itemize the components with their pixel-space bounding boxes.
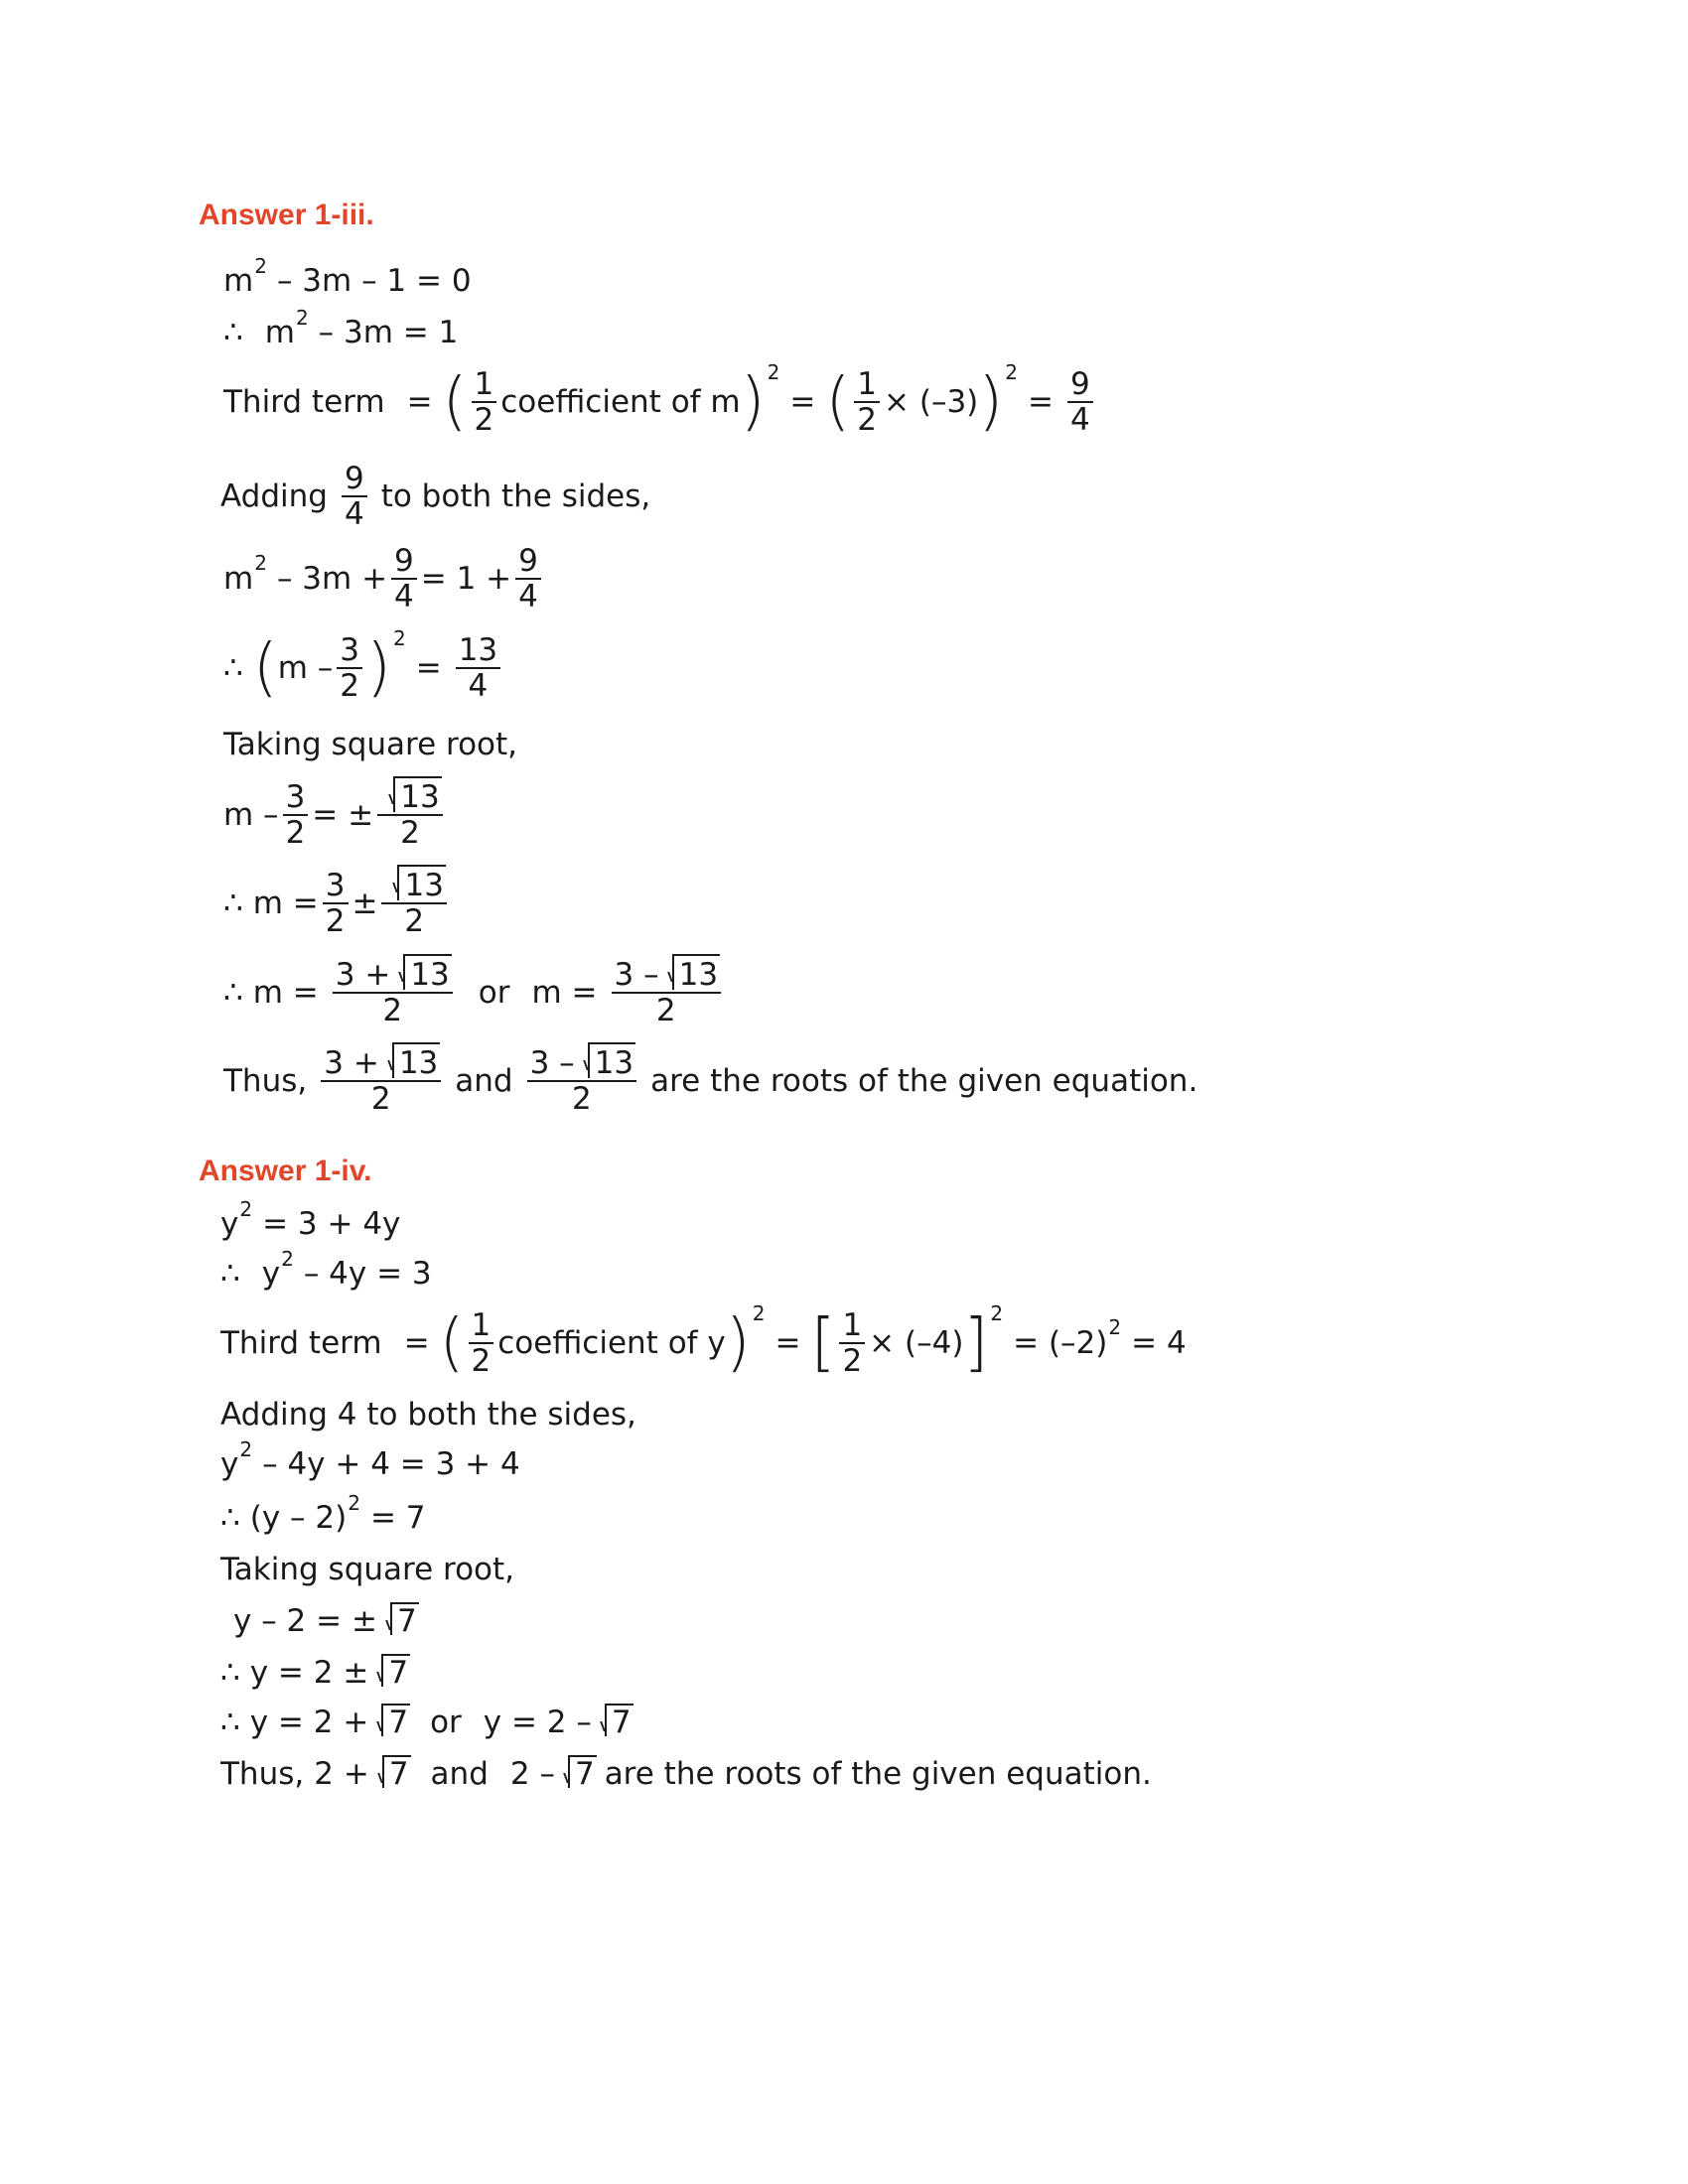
equation-line-1: m 2 – 3m – 1 = 0 — [223, 253, 472, 299]
conclusion-line-2: Thus, 2 + 7 and 2 – 7 are the roots of the given equation. — [220, 1756, 1152, 1792]
third-term-line: Third term = ( $\frac{1}{2}$ coefficient of m ) 2 = ( $\frac{1}{2}$ × (–3) ) 2 = $\frac{9}{4}$ — [223, 367, 1097, 437]
taking-sqrt-line-1: Taking square root, — [223, 727, 518, 762]
y-equation-line-2: ∴ y 2 – 4y = 3 — [220, 1246, 432, 1292]
y-third-term-line: Third term = ( $\frac{1}{2}$ coefficient of y ) 2 = [ $\frac{1}{2}$ × (–4) ] 2 = (–2) 2 = 4 — [220, 1301, 1187, 1381]
taking-sqrt-line-2: Taking square root, — [220, 1552, 515, 1587]
y-equation-line-6: ∴ (y – 2) 2 = 7 — [220, 1490, 426, 1536]
y-equation-line-8: y – 2 = ± 7 — [233, 1603, 417, 1639]
equation-line-5: m 2 – 3m + $\frac{9}{4}$ = 1 + $\frac{9}{4}$ — [223, 544, 545, 614]
equation-line-8: m – $\frac{3}{2}$ = ± $\frac{13}{2}$ — [223, 780, 447, 850]
fraction-half: $\frac{1}{2}$ — [472, 367, 497, 437]
y-adding-line: Adding 4 to both the sides, — [220, 1397, 636, 1433]
y-equation-line-10: ∴ y = 2 + 7 or y = 2 – 7 — [220, 1705, 632, 1740]
conclusion-line-1: Thus, $\frac{3 + 13}{2}$ and $\frac{3 - 13}{2}$ are the roots of the given equation. — [223, 1045, 1198, 1118]
equation-line-2: ∴ m 2 – 3m = 1 — [223, 305, 459, 350]
y-equation-line-5: y 2 – 4y + 4 = 3 + 4 — [220, 1436, 520, 1482]
adding-line: Adding $\frac{9}{4}$ to both the sides, — [220, 461, 651, 533]
answer-1-iv-heading: Answer 1-iv. — [199, 1155, 372, 1187]
equation-line-6: ∴ ( m – $\frac{3}{2}$ ) 2 = $\frac{13}{4}$ — [223, 633, 504, 703]
equation-line-9: ∴ m = $\frac{3}{2}$ ± $\frac{13}{2}$ — [223, 869, 451, 938]
equation-line-10: ∴ m = $\frac{3 + 13}{2}$ or m = $\frac{3 - 13}{2}$ — [223, 958, 725, 1027]
y-equation-line-1: y 2 = 3 + 4y — [220, 1196, 401, 1242]
y-equation-line-9: ∴ y = 2 ± 7 — [220, 1655, 409, 1691]
answer-1-iii-heading: Answer 1-iii. — [199, 199, 374, 231]
